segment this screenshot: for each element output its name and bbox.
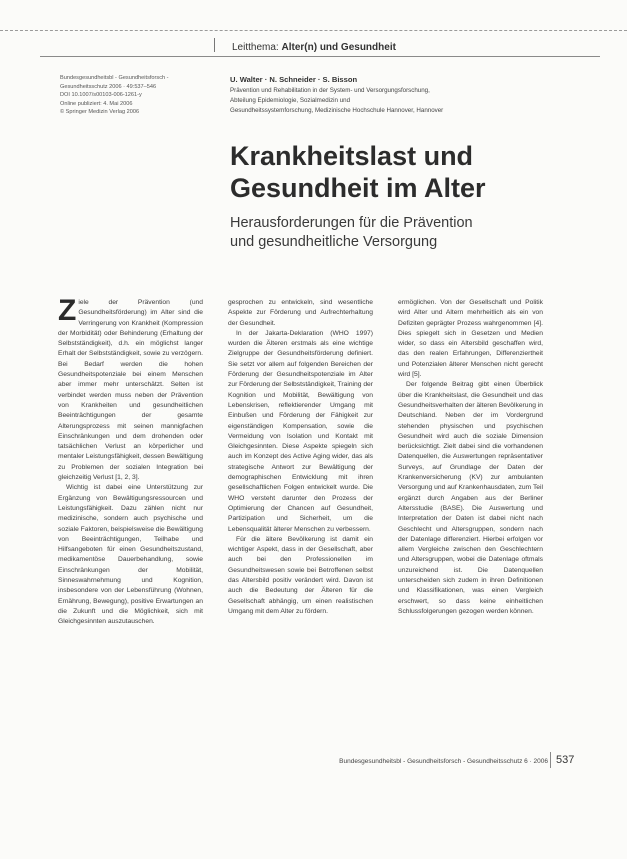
section-theme-header (232, 42, 396, 53)
page-number: 537 (556, 754, 575, 766)
theme-title: Alter(n) und Gesundheit (281, 42, 396, 53)
top-margin-line (0, 30, 627, 31)
drop-cap: Z (58, 294, 77, 327)
body-paragraph: In der Jakarta-Deklaration (WHO 1997) wurden die Älteren erstmals als eine wichtige Zielgruppe der Gesundheitsförderung definiert. Sie setzt vor allem auf folgenden Bereichen der Förderung der Gesundheitspotenziale im Alter zur Förderung der Selbstständigkeit, Training der Kognition und Mobilität, Bewältigung von Lebenskrisen, reflektierender Umgang mit Einbußen und Förderung der Fähigkeit zur eigenständigen Kompensation, sowie die Vermeidung von Isolation und Kontakt mit Gleichgesinnten. Diese Aspekte spiegeln sich auch im Konzept des Active Aging wider, das als strategische Antwort zur Bewältigung der demographischen Entwicklung mit ihren gesellschaftlichen Folgen entwickelt wurde. Die WHO versteht darunter den Prozess der Optimierung der Chancen auf Gesundheit, Partizipation und Sicherheit, um die Lebensqualität älterer Menschen zu verbessern. (228, 329, 373, 533)
subtitle-line: und gesundheitliche Versorgung (230, 234, 438, 250)
meta-line: Online publiziert: 4. Mai 2006 (60, 100, 133, 107)
publication-meta (60, 74, 225, 117)
body-column-2 (228, 298, 373, 617)
article-title (230, 140, 590, 204)
header-tick (214, 38, 217, 52)
footer-divider (550, 752, 551, 768)
body-paragraph: Für die ältere Bevölkerung ist damit ein wichtiger Aspekt, dass in der Gesellschaft, aber auch bei den Professionellen im Gesundheitswesen sowie bei Betroffenen selbst das Altersbild positiv verändert wird. Davon ist auch die Bedeutung der Älteren für die Gesellschaft abhängig, um einen realistischen Umgang mit dem Alter zu fördern. (228, 535, 373, 615)
meta-line: DOI 10.1007/s00103-006-1261-y (60, 92, 142, 99)
paragraph-text: iele der Prävention (und Gesundheitsförderung) im Alter sind die Verringerung von Krankheit (Kompression der Morbidität) oder Behinderung (Erhaltung der Selbstständigkeit), d.h. ein möglichst langer Erhalt der Selbstständigkeit, sowie zu verzögern. Bei Bedarf werden die hohen Gesundheitspotenziale bei einem Menschen aber immer mehr unterschätzt. Selten ist verbindet werden muss neben der Prävention von Krankheiten und gesundheitlichen Beeinträchtigungen der gesamte Alterungsprozess mit seinen mannigfachen Einschränkungen und dem drohenden oder tatsächlichen Verlust an körperlicher und mentaler Leistungsfähigkeit, dessen Bewältigung zu Problemen der sozialen Integration bei gleichzeitig Verlust [1, 2, 3]. (58, 299, 203, 482)
meta-line: © Springer Medizin Verlag 2006 (60, 109, 140, 116)
affiliation-line: Prävention und Rehabilitation in der System- und Versorgungsforschung, (230, 87, 430, 94)
theme-prefix: Leitthema: (232, 42, 279, 53)
author-affiliation (230, 86, 570, 115)
meta-line: Bundesgesundheitsbl - Gesundheitsforsch - (60, 75, 169, 81)
body-column-1 (58, 294, 203, 628)
header-rule (40, 56, 600, 57)
body-paragraph: Der folgende Beitrag gibt einen Überblick über die Krankheitslast, die Gesundheit und das Gesundheitsverhalten der älteren Bevölkerung in Deutschland. Neben der im Vordergrund stehenden physischen und psychischen Gesundheit wird auch die soziale Dimension berücksichtigt. Zielt dabei sind die vorhandenen Datenquellen, die Auswertungen repräsentativer Surveys, auf Grundlage der Daten der Krankenversicherung (KV) zur ambulanten Versorgung und auf Krankenhausdaten, zum Teil ergänzt durch Angaben aus der Berliner Altersstudie (BASE). Die Auswertung und Interpretation der Daten ist dabei nicht nach Geschlecht und Altersgruppen, sondern nach der Datenlage differenziert. Hierbei erfolgen vor allem Vergleiche zwischen den Geschlechtern und Altersgruppen, wobei die Datenlage oftmals unzureichend ist. Die Datenquellen unterscheiden sich zudem in ihren Definitionen und Klassifikationen, was einen Vergleich erschwert, so dass keine einheitlichen Schlussfolgerungen gezogen werden können. (398, 381, 543, 615)
body-paragraph: Wichtig ist dabei eine Unterstützung zur Ergänzung von Bewältigungsressourcen und Leistungsfähigkeit. Dazu zählen nicht nur medizinische, sondern auch psychische und soziale Faktoren, beispielsweise die Bewältigung von Beeinträchtigungen, Teilhabe und Hilfsangeboten für einen Gesundheitszustand, medikamentöse Dauerbehandlung, sowie Einschränkungen der Mobilität, Sinneswahrnehmung und Kognition, insbesondere von der Lebensführung (Wohnen, Ernährung, Bewegung), positive Erwartungen an die Zukunft und die Möglichkeit, sich mit Gleichgesinnten auszutauschen. (58, 484, 203, 626)
title-line: Krankheitslast und (230, 141, 474, 171)
body-paragraph (58, 294, 203, 483)
body-paragraph: ermöglichen. Von der Gesellschaft und Politik wird Alter und Altern mehrheitlich als ein von Defiziten geprägter Prozess wahrgenommen [4]. Dies spiegelt sich in Gesetzen und Medien wider, so dass ein Altersbild geschaffen wird, das den realen Erfahrungen, Differenziertheit und Potenzialen älterer Menschen nicht gerecht wird [5]. (398, 299, 543, 379)
title-line: Gesundheit im Alter (230, 173, 486, 203)
affiliation-line: Abteilung Epidemiologie, Sozialmedizin und (230, 96, 351, 104)
subtitle-line: Herausforderungen für die Prävention (230, 215, 473, 231)
body-column-3 (398, 298, 543, 617)
meta-line: Gesundheitsschutz 2006 · 49:537–546 (60, 83, 157, 90)
footer-journal: Bundesgesundheitsbl - Gesundheitsforsch - Gesundheitsschutz 6 · 2006 (339, 758, 548, 765)
author-list: U. Walter · N. Schneider · S. Bisson (230, 75, 358, 84)
article-subtitle (230, 214, 590, 252)
body-paragraph: gesprochen zu entwickeln, sind wesentliche Aspekte zur Förderung und Aufrechterhaltung der Gesundheit. (228, 299, 373, 327)
affiliation-line: Gesundheitssystemforschung, Medizinische Hochschule Hannover, Hannover (230, 106, 444, 114)
